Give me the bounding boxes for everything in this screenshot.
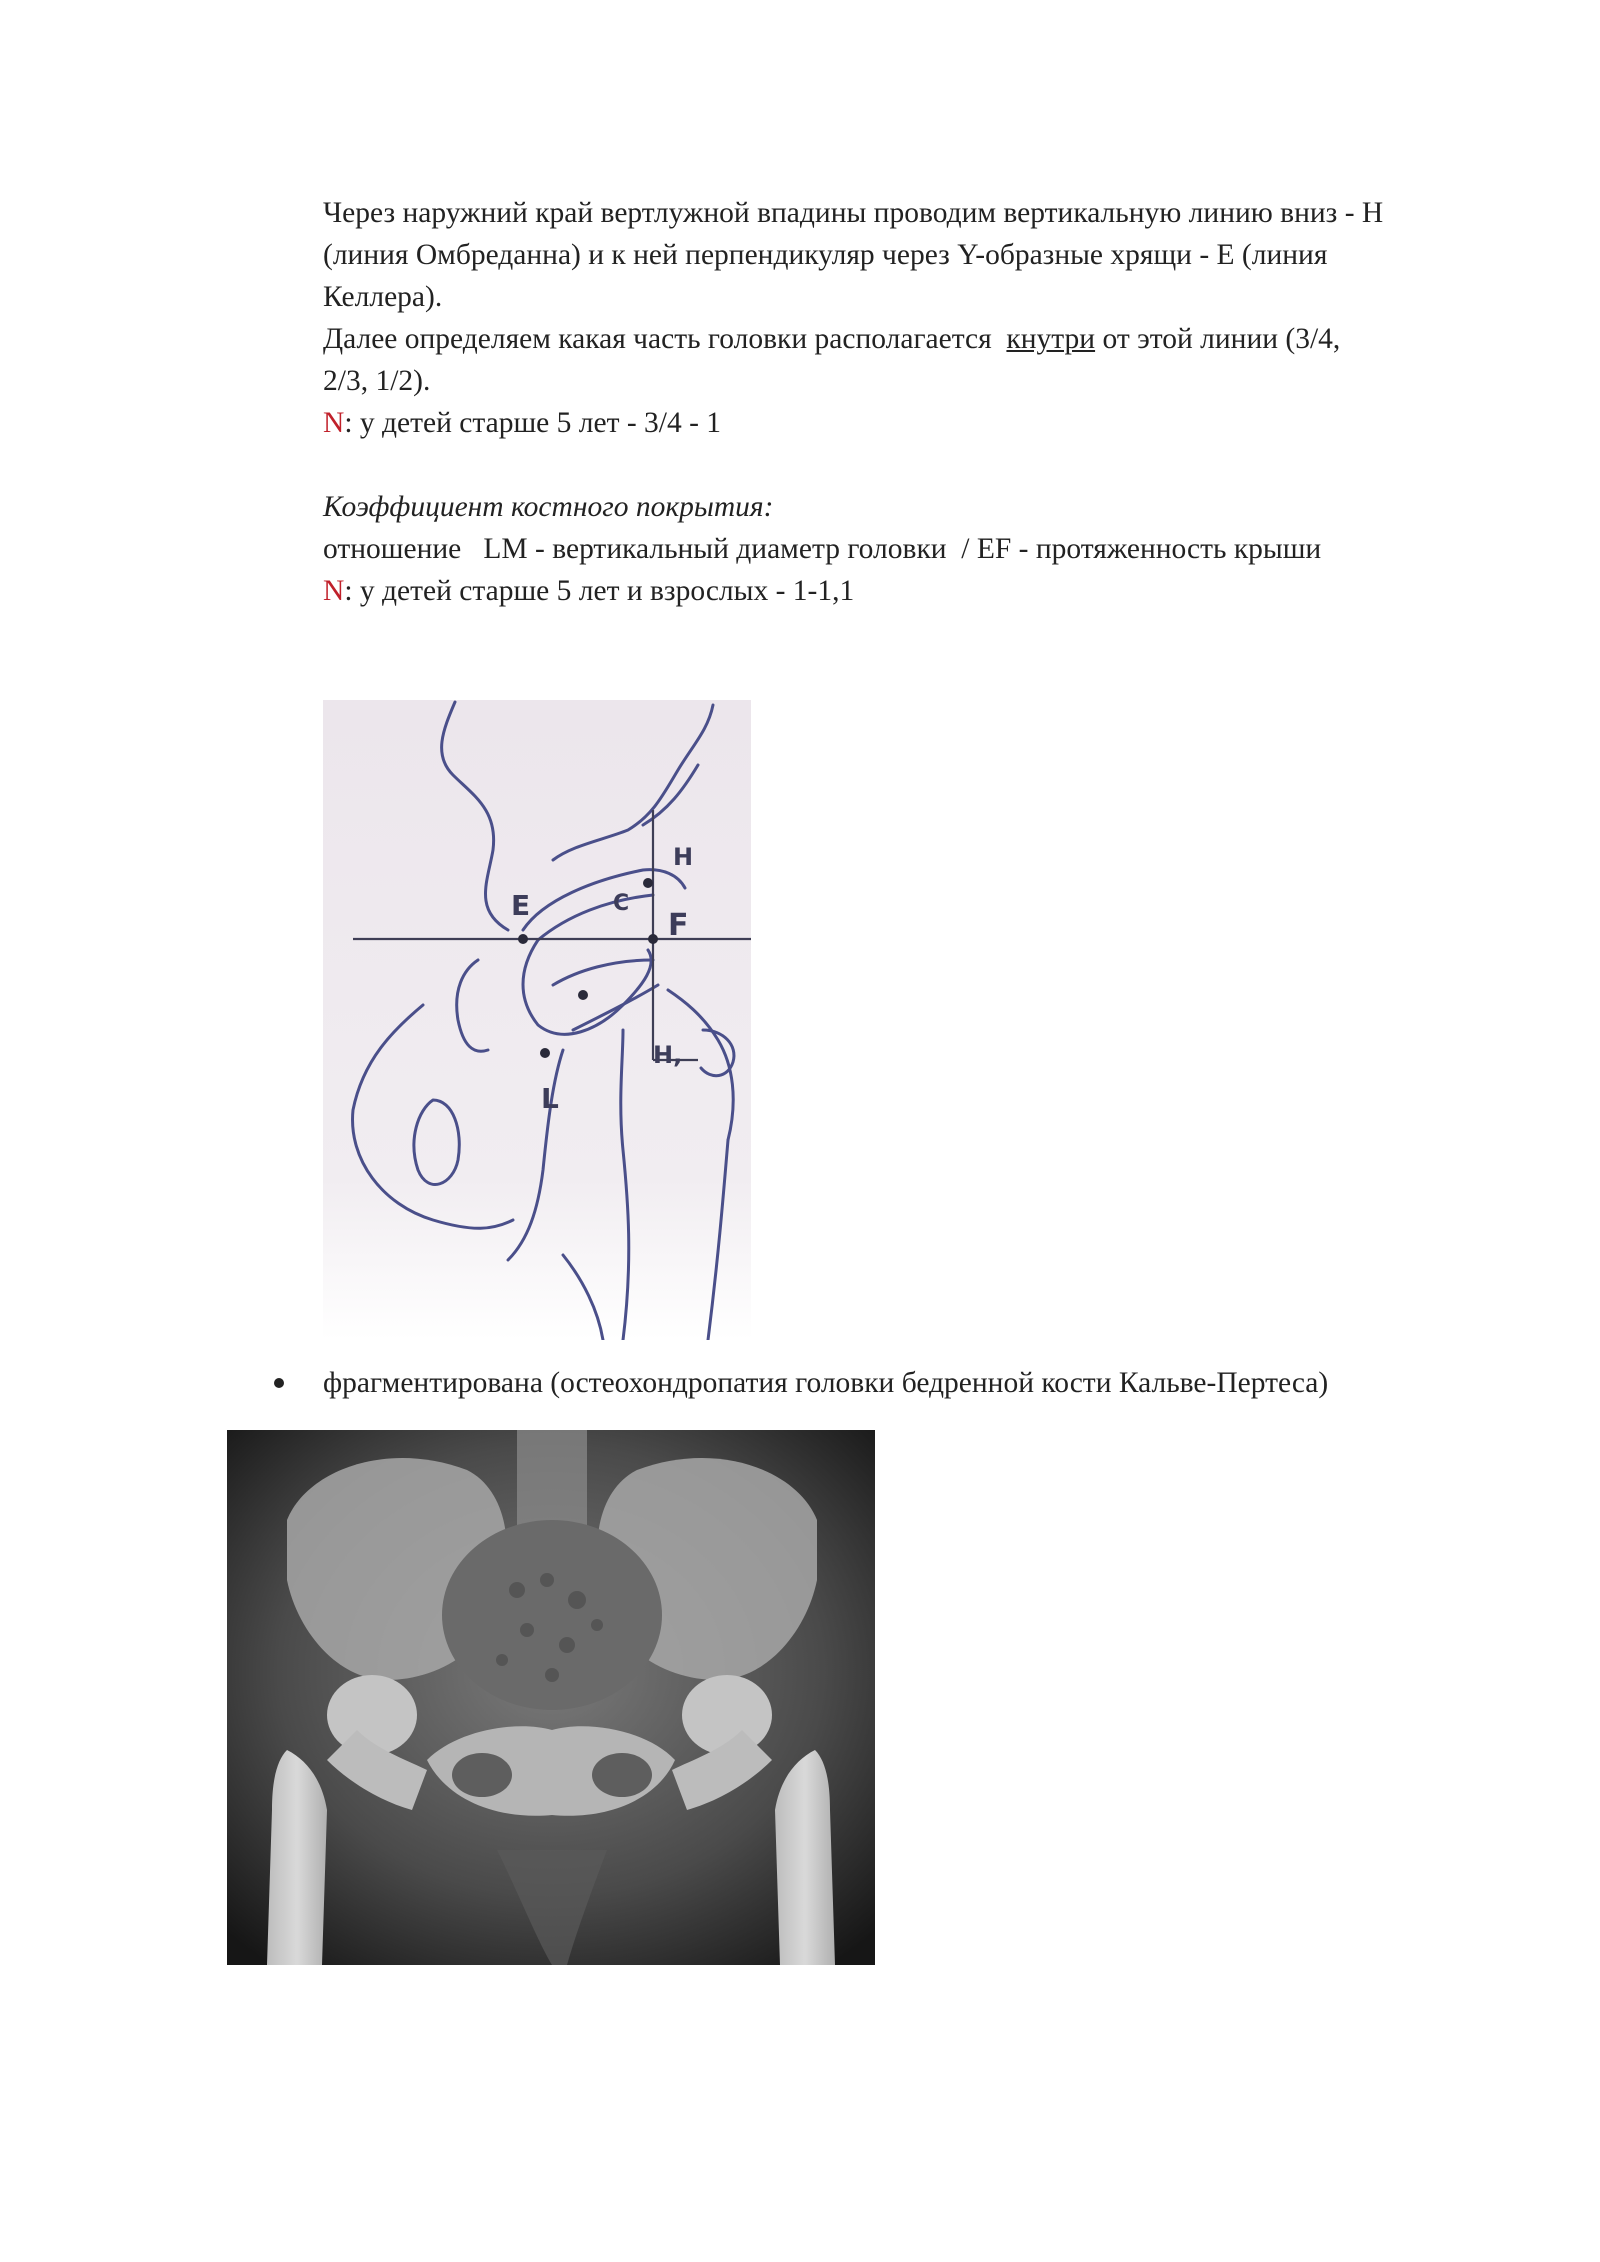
paragraph2-text: Далее определяем какая часть головки располагается	[323, 323, 1007, 355]
norm-label: N	[323, 407, 345, 439]
paragraph1-line3: Келлера).	[323, 281, 443, 313]
paragraph1-line1: Через наружний край вертлужной впадины проводим вертикальную линию вниз - Н	[323, 197, 1384, 229]
label-l: L	[541, 1082, 559, 1115]
blank-line	[323, 444, 1503, 486]
label-e: E	[511, 889, 531, 922]
norm-line-1	[323, 402, 1503, 444]
bullet-icon	[274, 1378, 284, 1388]
norm-label: N	[323, 575, 345, 607]
pelvis-xray-image	[227, 1430, 875, 1965]
underlined-word: кнутри	[1006, 323, 1096, 355]
main-text	[323, 192, 1503, 612]
label-c: C	[613, 891, 630, 916]
hip-joint-sketch	[323, 700, 751, 1340]
bullet-text: фрагментирована (остеохондропатия головки бедренной кости Кальве-Пертеса)	[323, 1367, 1329, 1399]
norm-line-2	[323, 570, 1503, 612]
paragraph2-text-end: от этой линии (3/4,	[1095, 323, 1341, 355]
label-h1: H,	[653, 1041, 683, 1069]
norm-text: : у детей старше 5 лет и взрослых - 1-1,1	[344, 575, 855, 607]
paragraph1-line2: (линия Омбреданна) и к ней перпендикуляр через Y-образные хрящи - Е (линия	[323, 239, 1328, 271]
paragraph2-line2: 2/3, 1/2).	[323, 365, 431, 397]
norm-text: : у детей старше 5 лет - 3/4 - 1	[344, 407, 722, 439]
label-f: F	[668, 908, 689, 943]
coefficient-formula: отношение LM - вертикальный диаметр головки / EF - протяженность крыши	[323, 533, 1322, 565]
coefficient-title: Коэффициент костного покрытия:	[323, 491, 774, 523]
label-h: H	[673, 843, 694, 871]
paragraph2-line1	[323, 318, 1503, 360]
